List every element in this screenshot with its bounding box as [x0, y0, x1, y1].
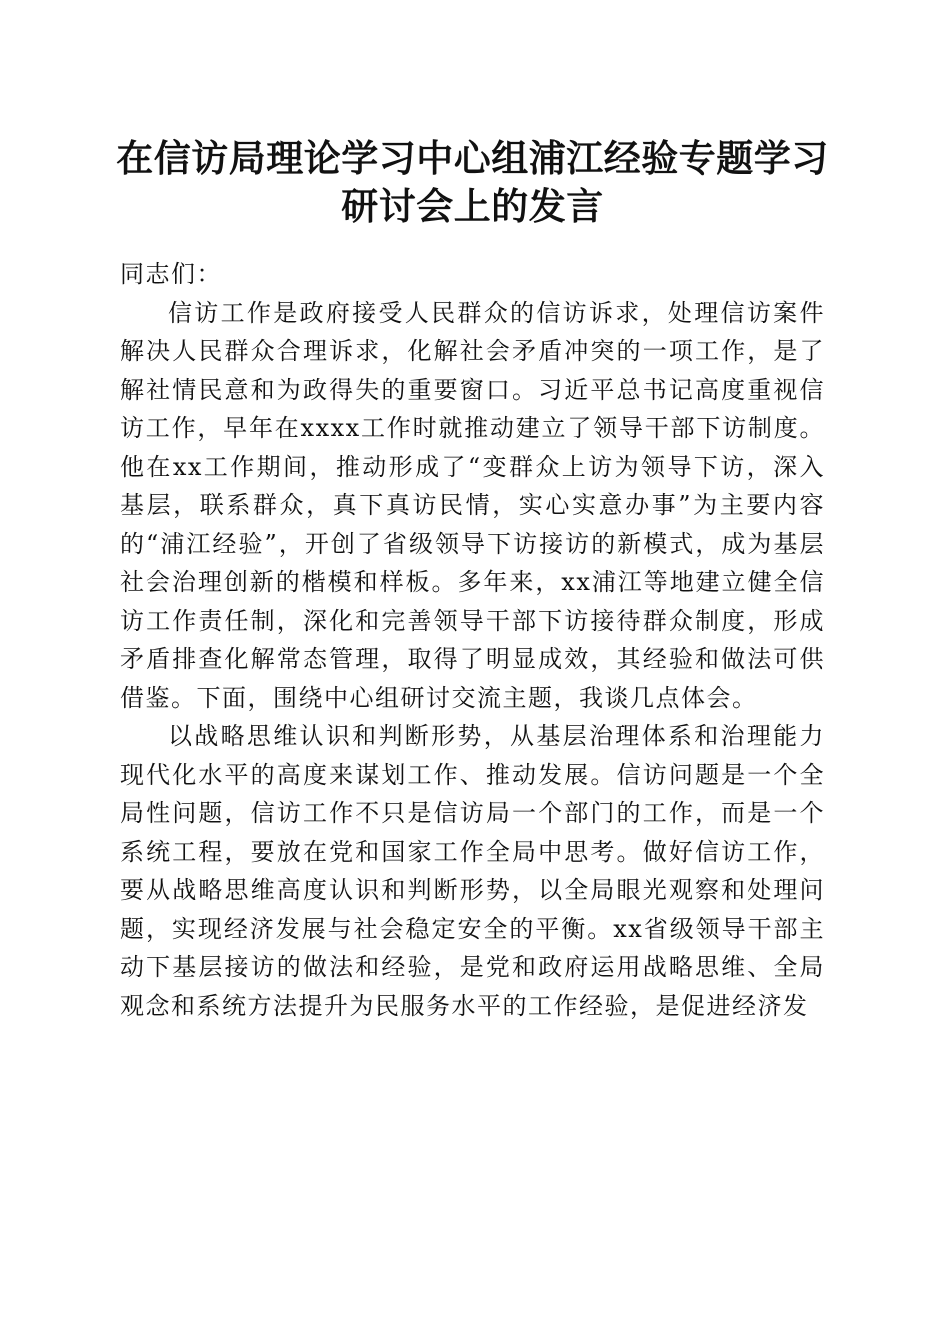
document-title: 在信访局理论学习中心组浦江经验专题学习研讨会上的发言: [116, 136, 829, 228]
paragraph-2: 以战略思维认识和判断形势，从基层治理体系和治理能力现代化水平的高度来谋划工作、推动发展。信访问题是一个全局性问题，信访工作不只是信访局一个部门的工作，而是一个系统工程，要放在党和国家工作全局中思考。做好信访工作，要从战略思维高度认识和判断形势，以全局眼光观察和处理问题，实现经济发展与社会稳定安全的平衡。xx省级领导干部主动下基层接访的做法和经验，是党和政府运用战略思维、全局观念和系统方法提升为民服务水平的工作经验，是促进经济发: [120, 722, 825, 1020]
salutation: 同志们：: [120, 260, 222, 288]
paragraph-1: 信访工作是政府接受人民群众的信访诉求，处理信访案件解决人民群众合理诉求，化解社会矛盾冲突的一项工作，是了解社情民意和为政得失的重要窗口。习近平总书记高度重视信访工作，早年在xxxx工作时就推动建立了领导干部下访制度。他在xx工作期间，推动形成了“变群众上访为领导下访，深入基层，联系群众，真下真访民情，实心实意办事”为主要内容的“浦江经验”，开创了省级领导下访接访的新模式，成为基层社会治理创新的楷模和样板。多年来，xx浦江等地建立健全信访工作责任制，深化和完善领导干部下访接待群众制度，形成矛盾排查化解常态管理，取得了明显成效，其经验和做法可供借鉴。下面，围绕中心组研讨交流主题，我谈几点体会。: [120, 298, 825, 712]
document-body: [120, 255, 825, 1025]
